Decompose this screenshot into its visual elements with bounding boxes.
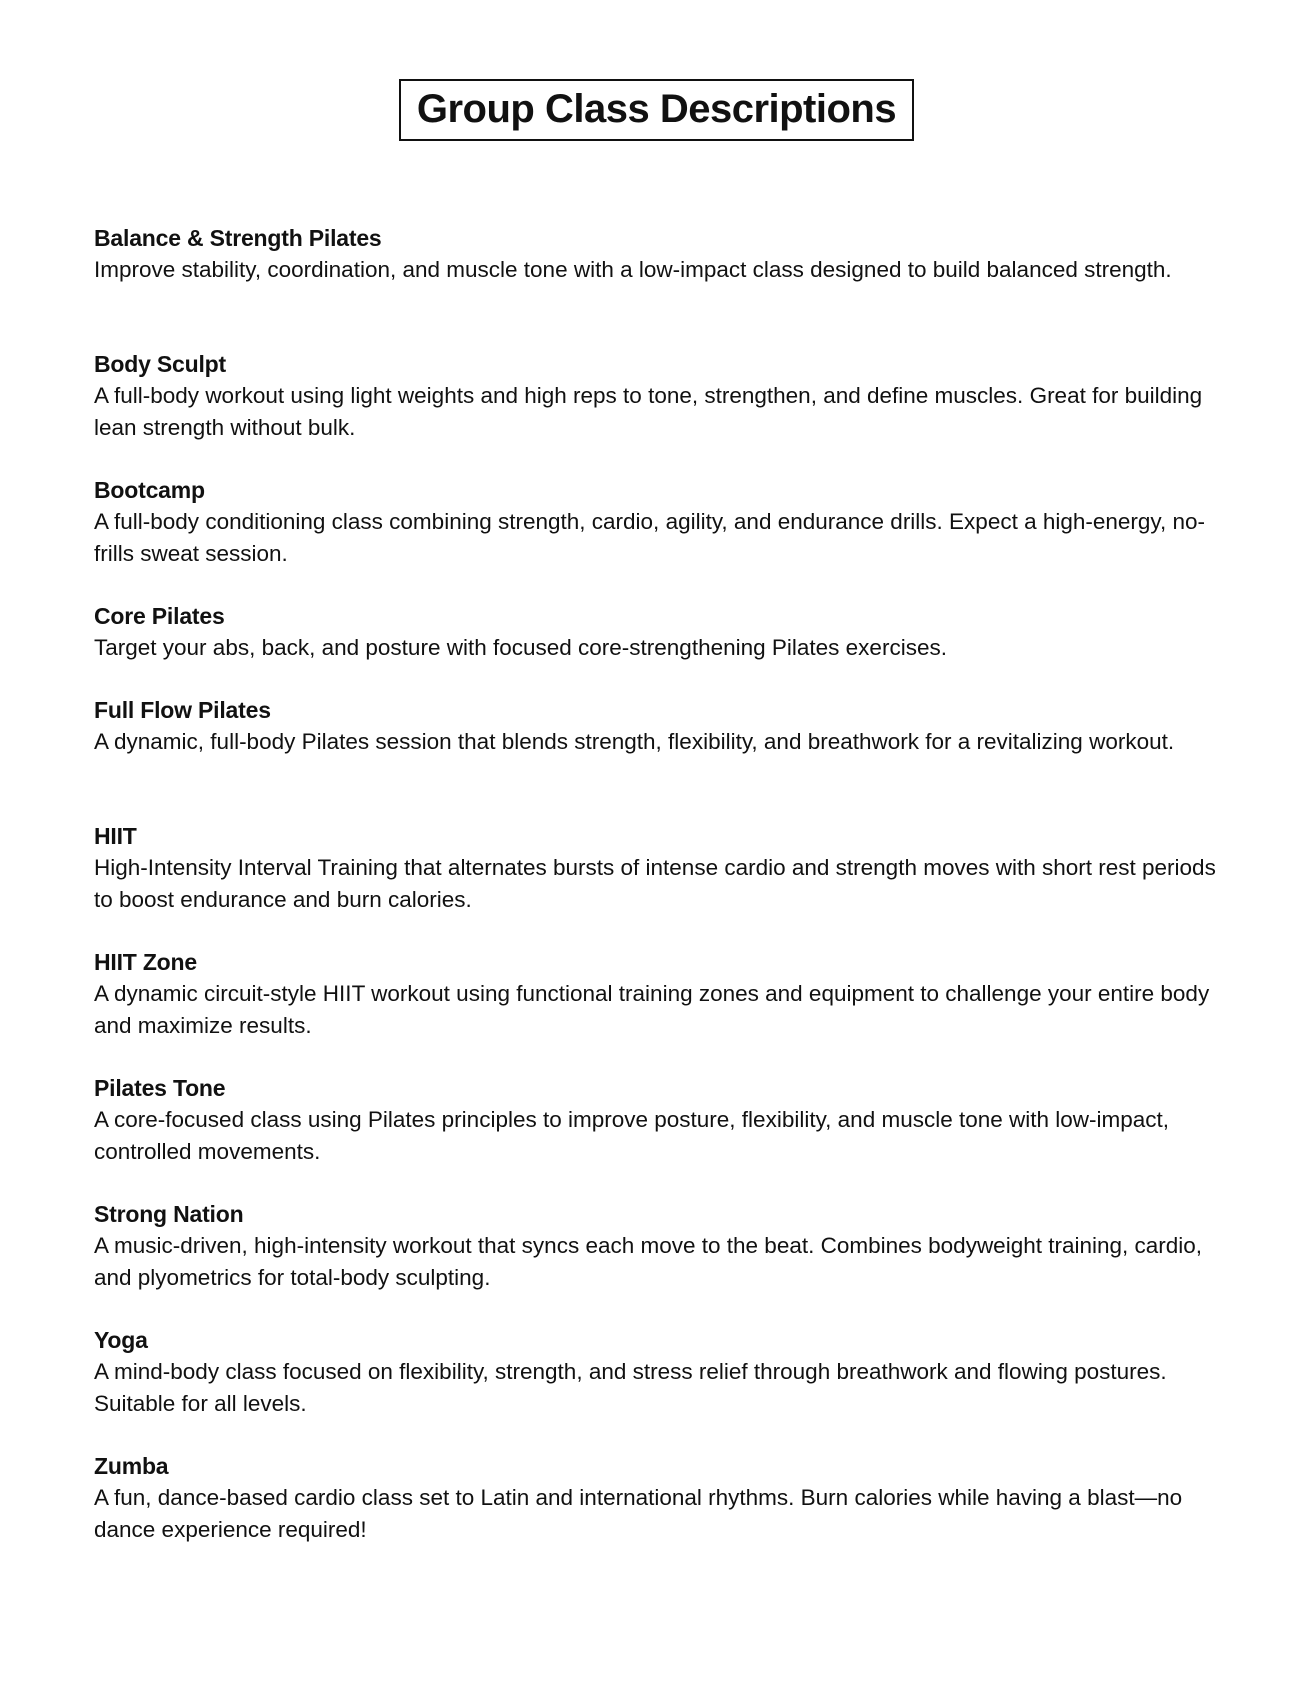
class-description: A music-driven, high-intensity workout that syncs each move to the beat. Combines bodyweight training, cardio, and plyometrics for total-body sculpting. bbox=[94, 1233, 1203, 1290]
class-name: Strong Nation bbox=[94, 1201, 244, 1227]
class-item bbox=[94, 1450, 1224, 1576]
class-item bbox=[94, 600, 1224, 694]
class-description: Target your abs, back, and posture with focused core-strengthening Pilates exercises. bbox=[94, 635, 947, 660]
class-description: A full-body conditioning class combining strength, cardio, agility, and endurance drills. Expect a high-energy, no-frills sweat session. bbox=[94, 509, 1206, 566]
class-item bbox=[94, 1324, 1224, 1450]
class-item bbox=[94, 820, 1224, 946]
class-item bbox=[94, 348, 1224, 474]
title-container bbox=[0, 79, 1313, 141]
class-description: A fun, dance-based cardio class set to Latin and international rhythms. Burn calories while having a blast—no dance experience required! bbox=[94, 1485, 1183, 1542]
class-name: Yoga bbox=[94, 1327, 148, 1353]
class-name: Zumba bbox=[94, 1453, 169, 1479]
class-description: A mind-body class focused on flexibility, strength, and stress relief through breathwork and flowing postures. Suitable for all levels. bbox=[94, 1359, 1167, 1416]
class-name: Core Pilates bbox=[94, 603, 225, 629]
class-description: High-Intensity Interval Training that alternates bursts of intense cardio and strength moves with short rest periods to boost endurance and burn calories. bbox=[94, 855, 1216, 912]
class-list bbox=[94, 222, 1224, 1576]
class-name: HIIT Zone bbox=[94, 949, 197, 975]
class-item bbox=[94, 222, 1224, 348]
class-description: A dynamic circuit-style HIIT workout using functional training zones and equipment to challenge your entire body and maximize results. bbox=[94, 981, 1210, 1038]
class-name: Body Sculpt bbox=[94, 351, 226, 377]
class-name: Bootcamp bbox=[94, 477, 205, 503]
class-name: HIIT bbox=[94, 823, 137, 849]
class-name: Pilates Tone bbox=[94, 1075, 226, 1101]
page-title: Group Class Descriptions bbox=[399, 79, 914, 141]
class-item bbox=[94, 694, 1224, 820]
class-item bbox=[94, 1198, 1224, 1324]
class-description: A full-body workout using light weights and high reps to tone, strengthen, and define muscles. Great for building lean strength without bulk. bbox=[94, 383, 1203, 440]
class-description: A core-focused class using Pilates principles to improve posture, flexibility, and muscle tone with low-impact, controlled movements. bbox=[94, 1107, 1170, 1164]
class-description: Improve stability, coordination, and muscle tone with a low-impact class designed to build balanced strength. bbox=[94, 257, 1172, 282]
class-item bbox=[94, 1072, 1224, 1198]
class-description: A dynamic, full-body Pilates session that blends strength, flexibility, and breathwork for a revitalizing workout. bbox=[94, 729, 1175, 754]
class-name: Full Flow Pilates bbox=[94, 697, 271, 723]
class-name: Balance & Strength Pilates bbox=[94, 225, 382, 251]
class-item bbox=[94, 474, 1224, 600]
class-item bbox=[94, 946, 1224, 1072]
